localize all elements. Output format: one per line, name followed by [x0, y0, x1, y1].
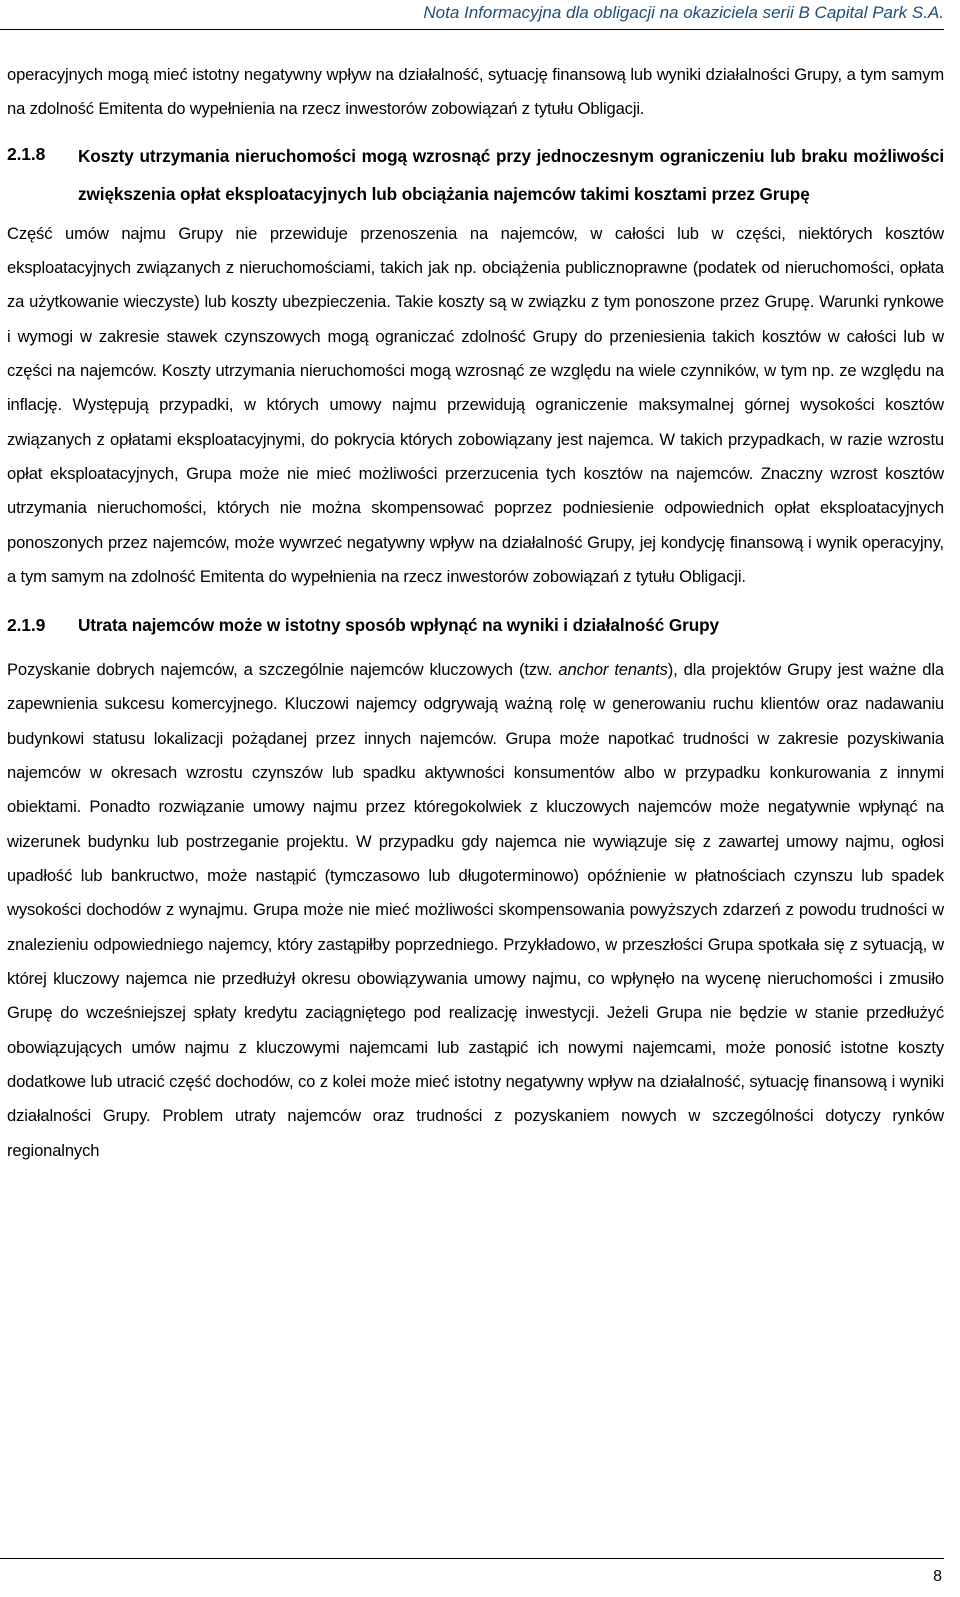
- intro-paragraph: operacyjnych mogą mieć istotny negatywny wpływ na działalność, sytuację finansową lub wyniki działalności Grupy, a tym samym na zdolność Emitenta do wypełnienia na rzecz inwestorów zobowiązań z tytułu Obligacji.: [7, 65, 944, 119]
- document-body: [7, 58, 944, 1168]
- body-text: Pozyskanie dobrych najemców, a szczególnie najemców kluczowych (tzw.: [7, 659, 559, 679]
- footer-divider: [0, 1558, 944, 1559]
- page-number: 8: [933, 1568, 942, 1585]
- section-2-1-9-body: [7, 653, 944, 1168]
- header-title: Nota Informacyjna dla obligacji na okaziciela serii B Capital Park S.A.: [423, 3, 944, 22]
- section-2-1-8-body: Część umów najmu Grupy nie przewiduje przenoszenia na najemców, w całości lub w części, niektórych kosztów eksploatacyjnych związanych z nieruchomościami, takich jak np. obciążenia publicznoprawne (podatek od nieruchomości, opłata za użytkowanie wieczyste) lub koszty ubezpieczenia. Takie koszty są w związku z tym ponoszone przez Grupę. Warunki rynkowe i wymogi w zakresie stawek czynszowych mogą ograniczać zdolność Grupy do przeniesienia takich kosztów w całości lub w części na najemców. Koszty utrzymania nieruchomości mogą wzrosnąć ze względu na wiele czynników, w tym np. ze względu na inflację. Występują przypadki, w których umowy najmu przewidują ograniczenie maksymalnej górnej wysokości kosztów związanych z opłatami eksploatacyjnymi, do pokrycia których zobowiązany jest najemca. W takich przypadkach, w razie wzrostu opłat eksploatacyjnych, Grupa może nie mieć możliwości przerzucenia tych kosztów na najemców. Znaczny wzrost kosztów utrzymania nieruchomości, których nie można skompensować poprzez podniesienie odpowiednich opłat eksploatacyjnych ponoszonych przez najemców, może wywrzeć negatywny wpływ na działalność Grupy, jej kondycję finansową i wynik operacyjny, a tym samym na zdolność Emitenta do wypełnienia na rzecz inwestorów zobowiązań z tytułu Obligacji.: [7, 223, 944, 587]
- body-text: ), dla projektów Grupy jest ważne dla zapewnienia sukcesu komercyjnego. Kluczowi najemcy odgrywają ważną rolę w generowaniu ruchu klientów oraz nadawaniu budynkowi statusu lokalizacji pożądanej przez innych najemców. Grupa może napotkać trudności w zakresie pozyskiwania najemców w okresach wzrostu czynszów lub spadku aktywności konsumentów albo w przypadku konkurowania z innymi obiektami. Ponadto rozwiązanie umowy najmu przez któregokolwiek z kluczowych najemców może negatywnie wpłynąć na wizerunek budynku lub postrzeganie projektu. W przypadku gdy najemca nie wywiązuje się z zawartej umowy najmu, ogłosi upadłość lub bankructwo, może nastąpić (tymczasowo lub długoterminowo) opóźnienie w płatnościach czynszu lub spadek wysokości dochodów z wynajmu. Grupa może nie mieć możliwości skompensowania powyższych zdarzeń z powodu trudności w znalezieniu odpowiedniego najemcy, który zastąpiłby poprzedniego. Przykładowo, w przeszłości Grupa spotkała się z sytuacją, w której kluczowy najemca nie przedłużył okresu obowiązywania umowy najmu, co wpłynęło na wycenę nieruchomości i zmusiło Grupę do wcześniejszej spłaty kredytu zaciągniętego pod realizację inwestycji. Jeżeli Grupa nie będzie w stanie przedłużyć obowiązujących umów najmu z kluczowymi najemcami lub zastąpić ich nowymi najemcami, może ponosić istotne koszty dodatkowe lub utracić część dochodów, co z kolei może mieć istotny negatywny wpływ na działalność, sytuację finansową i wyniki działalności Grupy. Problem utraty najemców oraz trudności z pozyskaniem nowych w szczególności dotyczy rynków regionalnych: [7, 659, 944, 1160]
- section-number: 2.1.8: [7, 143, 46, 164]
- section-title: Utrata najemców może w istotny sposób wpłynąć na wyniki i działalność Grupy: [78, 615, 720, 636]
- page-header: [0, 0, 944, 30]
- section-heading-2-1-8: [7, 137, 944, 213]
- section-title: Koszty utrzymania nieruchomości mogą wzrosnąć przy jednoczesnym ograniczeniu lub braku możliwości zwiększenia opłat eksploatacyjnych lub obciążania najemców takimi kosztami przez Grupę: [78, 145, 944, 204]
- section-number: 2.1.9: [7, 615, 46, 636]
- italic-term: anchor tenants: [558, 659, 668, 679]
- section-heading-2-1-9: [7, 608, 944, 642]
